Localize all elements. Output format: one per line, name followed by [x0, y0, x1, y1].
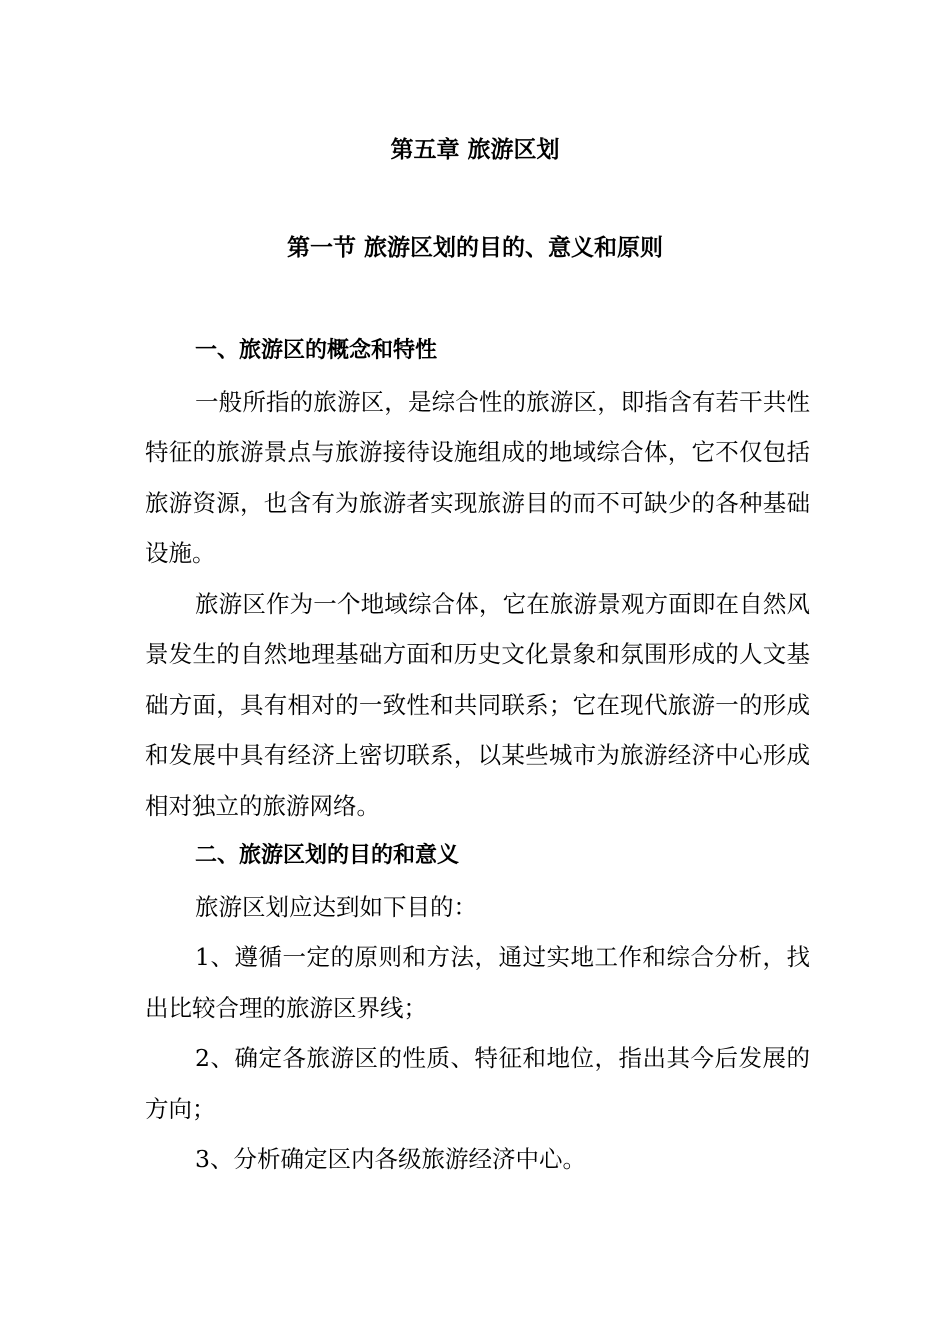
list-item: 2、确定各旅游区的性质、特征和地位，指出其今后发展的方向；	[145, 1044, 810, 1123]
list-item: 3、分析确定区内各级旅游经济中心。	[195, 1145, 586, 1173]
paragraph: 旅游区划应达到如下目的：	[195, 892, 477, 921]
paragraph: 一般所指的旅游区，是综合性的旅游区，即指含有若干共性特征的旅游景点与旅游接待设施组成的地域综合体，它不仅包括旅游资源，也含有为旅游者实现旅游目的而不可缺少的各种基础设施。	[145, 387, 810, 567]
paragraph: 旅游区作为一个地域综合体，它在旅游景观方面即在自然风景发生的自然地理基础方面和历史文化景象和氛围形成的人文基础方面，具有相对的一致性和共同联系；它在现代旅游一的形成和发展中具有经济上密切联系，以某些城市为旅游经济中心形成相对独立的旅游网络。	[145, 589, 810, 820]
subsection-heading-purpose: 二、旅游区划的目的和意义	[195, 843, 460, 868]
section-title: 第一节 旅游区划的目的、意义和原则	[286, 235, 663, 261]
list-item: 1、遵循一定的原则和方法，通过实地工作和综合分析，找出比较合理的旅游区界线；	[145, 943, 810, 1022]
subsection-heading-concept: 一、旅游区的概念和特性	[195, 338, 438, 363]
chapter-title: 第五章 旅游区划	[390, 137, 560, 163]
body-text	[145, 326, 810, 1185]
